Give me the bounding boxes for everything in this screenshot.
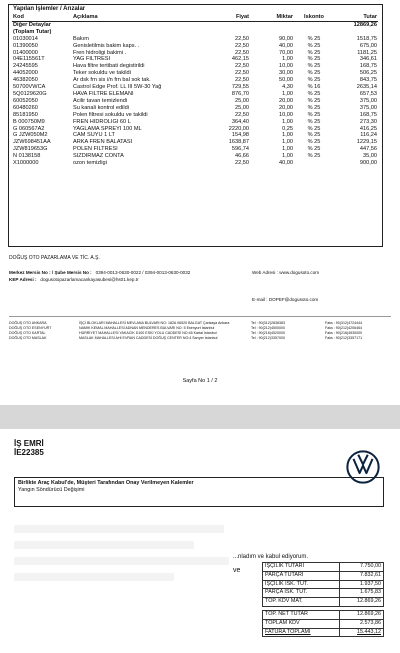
company-name: DOĞUŞ OTO PAZARLAMA VE TİC. A.Ş. bbox=[9, 255, 100, 261]
cell-iskonto: % 25 bbox=[307, 125, 321, 132]
email-address bbox=[252, 297, 318, 302]
totals-value: 1.937,50 bbox=[339, 580, 383, 589]
branch-name: DOĞUŞ OTO MASLAK bbox=[9, 336, 47, 340]
cell-iskonto: % 25 bbox=[307, 111, 321, 118]
cell-miktar: 90,00 bbox=[279, 35, 293, 42]
cell-iskonto: % 16 bbox=[307, 84, 321, 91]
cell-iskonto: % 25 bbox=[307, 63, 321, 70]
work-order-title: İŞ EMRİ bbox=[14, 439, 44, 448]
table-row bbox=[12, 112, 378, 119]
cell-aciklama: Genisletilmis bakim kaps. . bbox=[73, 42, 140, 49]
totals-label: İŞÇİLİK İSK. TUT. bbox=[263, 580, 340, 589]
cell-kod: 5Q0129620G bbox=[13, 90, 47, 97]
cell-iskonto: % 25 bbox=[307, 56, 321, 63]
cell-fiyat: 22,50 bbox=[235, 63, 249, 70]
cell-aciklama: HAVA FİLTRE ELEMANI bbox=[73, 90, 134, 97]
redacted-block bbox=[14, 557, 229, 565]
totals-row bbox=[263, 610, 384, 619]
cell-iskonto: % 25 bbox=[307, 139, 321, 146]
table-row bbox=[12, 70, 378, 77]
merkez-mersis bbox=[9, 270, 190, 275]
cell-kod: 01030014 bbox=[13, 35, 38, 42]
branch-name: DOĞUŞ OTO ESENYURT bbox=[9, 326, 52, 330]
redacted-block bbox=[14, 525, 224, 533]
cell-miktar: 10,00 bbox=[279, 63, 293, 70]
totals-label: TOP. NET TUTAR bbox=[263, 610, 340, 619]
table-row bbox=[12, 160, 378, 167]
table-row bbox=[12, 153, 378, 160]
cell-miktar: 30,00 bbox=[279, 70, 293, 77]
totals-value: 15.443,12 bbox=[339, 628, 383, 637]
cell-tutar: 375,00 bbox=[359, 104, 377, 111]
cell-aciklama: Polen filtresi sokuldu ve takildi bbox=[73, 111, 148, 118]
cell-kod: 24245595 bbox=[13, 63, 38, 70]
cell-miktar: 4,30 bbox=[282, 84, 293, 91]
cell-tutar: 168,75 bbox=[359, 63, 377, 70]
table-row bbox=[12, 63, 378, 70]
cell-fiyat: 22,50 bbox=[235, 35, 249, 42]
totals-row bbox=[263, 628, 384, 637]
cell-aciklama: YAĞLAMA SPREYİ 100 ML bbox=[73, 125, 142, 132]
totals-row bbox=[263, 563, 384, 572]
web-label: Web Adresi : bbox=[252, 270, 278, 275]
cell-miktar: 50,00 bbox=[279, 77, 293, 84]
kep-value: dogusotopazarlamacankayasubesi@hs01.kep.tr bbox=[40, 277, 139, 282]
totals-value: 1.675,83 bbox=[339, 589, 383, 598]
totals-row bbox=[263, 580, 384, 589]
totals-value: 7.750,00 bbox=[339, 563, 383, 572]
cell-iskonto: % 25 bbox=[307, 118, 321, 125]
cell-fiyat: 22,50 bbox=[235, 49, 249, 56]
cell-miktar: 1,00 bbox=[282, 153, 293, 160]
cell-aciklama: Acilir tavan temizlendi bbox=[73, 97, 128, 104]
branch-tel: Tel : 90(216)4520000 bbox=[251, 331, 285, 335]
cell-tutar: 35,00 bbox=[363, 153, 377, 160]
web-address bbox=[252, 270, 319, 275]
col-header-aciklama: Açıklama bbox=[72, 14, 202, 21]
cell-miktar: 0,25 bbox=[282, 125, 293, 132]
invoice-page-2 bbox=[0, 429, 400, 653]
redacted-block bbox=[14, 573, 174, 581]
operations-table bbox=[12, 14, 378, 167]
branch-tel: Tel : 90(312)2838383 bbox=[251, 321, 285, 325]
cell-miktar: 1,00 bbox=[282, 118, 293, 125]
cell-fiyat: 22,50 bbox=[235, 42, 249, 49]
branch-address: İŞÇİ BLOKLARI MAHALLESİ MEVLANA BULVARI NO: 182A 06520 BALGAT Çankaya Ankara bbox=[79, 321, 230, 325]
cell-tutar: 2635,14 bbox=[356, 84, 377, 91]
totals-row bbox=[263, 571, 384, 580]
cell-miktar: 1,00 bbox=[282, 56, 293, 63]
cell-aciklama: FREN HİDROLİĞİ 60 L bbox=[73, 118, 131, 125]
table-header-row bbox=[12, 14, 378, 21]
cell-fiyat: 729,55 bbox=[231, 84, 249, 91]
branch-name: DOĞUŞ OTO KARTAL bbox=[9, 331, 46, 335]
branch-address: MASLAK MAHALLESİ AHİ EVRAN CADDESİ DOĞUŞ CENTER NO:4 Sarıyer İstanbul bbox=[79, 336, 218, 340]
table-row bbox=[12, 132, 378, 139]
table-row bbox=[12, 146, 378, 153]
cell-miktar: 70,00 bbox=[279, 49, 293, 56]
totals-label: TOP. KDV MAT. bbox=[263, 598, 340, 607]
totals-label: TOPLAM KDV bbox=[263, 619, 340, 628]
table-row bbox=[12, 126, 378, 133]
branch-name: DOĞUŞ OTO ANKARA bbox=[9, 321, 47, 325]
cell-iskonto: % 25 bbox=[307, 70, 321, 77]
cell-fiyat: 462,15 bbox=[231, 56, 249, 63]
table-row bbox=[12, 77, 378, 84]
totals-row bbox=[263, 589, 384, 598]
cell-fiyat: 25,00 bbox=[235, 97, 249, 104]
cell-miktar: 1,00 bbox=[282, 132, 293, 139]
cell-iskonto: % 25 bbox=[307, 42, 321, 49]
cell-tutar: 416,25 bbox=[359, 125, 377, 132]
section-title: Yapılan İşlemler / Arızalar bbox=[13, 6, 86, 12]
cell-tutar: 375,00 bbox=[359, 97, 377, 104]
cell-tutar: 1229,15 bbox=[356, 139, 377, 146]
cell-kod: 04E115561T bbox=[13, 56, 45, 63]
branch-address: NAMIK KEMAL MAHALLESİ ADNAN MENDERES BULVARI NO: 5 Esenyurt İstanbul bbox=[79, 326, 215, 330]
cell-aciklama: Hava filtre tertibati degistirildi bbox=[73, 63, 145, 70]
subheader-row bbox=[12, 21, 378, 28]
cell-tutar: 447,56 bbox=[359, 146, 377, 153]
cell-aciklama: Teker sokuldu ve takildi bbox=[73, 70, 131, 77]
cell-tutar: 346,61 bbox=[359, 56, 377, 63]
kep-label: KEP Adresi : bbox=[9, 277, 37, 282]
cell-aciklama: POLEN FİLTRESİ bbox=[73, 146, 118, 153]
approval-item: Yangın Söndürücü Değişimi bbox=[18, 487, 85, 493]
cell-fiyat: 154,98 bbox=[231, 132, 249, 139]
table-row bbox=[12, 91, 378, 98]
cell-kod: 44052000 bbox=[13, 70, 38, 77]
cell-miktar: 20,00 bbox=[279, 104, 293, 111]
col-header-iskonto: İskonto bbox=[294, 14, 334, 21]
work-order-number: İE22385 bbox=[14, 448, 44, 457]
merkez-value: 0394-0013-0630-0022 / 0394-0013-0630-0032 bbox=[95, 270, 191, 275]
totals-table bbox=[262, 562, 384, 637]
table-row bbox=[12, 50, 378, 57]
table-row bbox=[12, 139, 378, 146]
merkez-label: Merkez Mersis No : / Şube Mersis No : bbox=[9, 270, 92, 275]
cell-kod: B 000750M9 bbox=[13, 118, 45, 125]
totals-row bbox=[263, 598, 384, 607]
cell-fiyat: 876,70 bbox=[231, 90, 249, 97]
cell-miktar: 10,00 bbox=[279, 111, 293, 118]
cell-tutar: 506,25 bbox=[359, 70, 377, 77]
cell-kod: 50700VWCA bbox=[13, 84, 46, 91]
cell-miktar: 1,00 bbox=[282, 146, 293, 153]
branch-fax: Faks : 90(212)3357171 bbox=[325, 336, 363, 340]
cell-fiyat: 22,50 bbox=[235, 111, 249, 118]
approval-box bbox=[14, 477, 384, 507]
kep-address bbox=[9, 277, 139, 282]
cell-iskonto: % 25 bbox=[307, 104, 321, 111]
totals-label: FATURA TOPLAMI bbox=[263, 628, 340, 637]
col-header-kod: Kod bbox=[12, 14, 72, 21]
cell-tutar: 1518,75 bbox=[356, 35, 377, 42]
operations-box bbox=[8, 4, 383, 247]
cell-tutar: 273,30 bbox=[359, 118, 377, 125]
cell-kod: 46382050 bbox=[13, 77, 38, 84]
cell-kod: 60052050 bbox=[13, 97, 38, 104]
cell-fiyat: 364,40 bbox=[231, 118, 249, 125]
cell-fiyat: 2220,00 bbox=[228, 125, 249, 132]
cell-iskonto bbox=[294, 160, 334, 167]
web-value: www.dogusoto.com bbox=[279, 270, 320, 275]
subheader-label: Diğer Detaylar bbox=[13, 21, 51, 28]
totals-value: 12.869,26 bbox=[339, 610, 383, 619]
cell-miktar: 40,00 bbox=[279, 42, 293, 49]
cell-kod: X1000000 bbox=[13, 160, 39, 167]
cell-kod: G JZW050M2 bbox=[13, 132, 48, 139]
acceptance-mark: ve bbox=[233, 567, 241, 574]
cell-miktar: 40,00 bbox=[279, 160, 293, 167]
cell-tutar: 900,00 bbox=[359, 160, 377, 167]
totals-label: PARÇA İSK. TUT. bbox=[263, 589, 340, 598]
cell-aciklama: Bakım bbox=[73, 35, 89, 42]
branch-list bbox=[9, 316, 391, 341]
cell-tutar: 675,00 bbox=[359, 42, 377, 49]
cell-aciklama: CAM SUYU 1 LT bbox=[73, 132, 115, 139]
cell-tutar: 168,75 bbox=[359, 111, 377, 118]
cell-iskonto: % 25 bbox=[307, 146, 321, 153]
acceptance-text: ...nladım ve kabul ediyorum. bbox=[233, 554, 309, 560]
subheader-sub-label: (Toplam Tutar) bbox=[13, 28, 52, 35]
totals-label: PARÇA TUTARI bbox=[263, 571, 340, 580]
cell-iskonto: % 25 bbox=[307, 153, 321, 160]
col-header-fiyat: Fiyat bbox=[202, 14, 250, 21]
cell-kod: 85181950 bbox=[13, 111, 38, 118]
cell-miktar: 20,00 bbox=[279, 97, 293, 104]
cell-miktar: 1,00 bbox=[282, 139, 293, 146]
table-row bbox=[12, 98, 378, 105]
cell-iskonto: % 25 bbox=[307, 49, 321, 56]
cell-kod: 01400000 bbox=[13, 49, 38, 56]
subheader-total: 12869,26 bbox=[353, 21, 377, 28]
totals-row bbox=[263, 619, 384, 628]
cell-tutar: 1181,25 bbox=[357, 49, 377, 56]
cell-iskonto: % 25 bbox=[307, 97, 321, 104]
cell-fiyat: 596,74 bbox=[231, 146, 249, 153]
branch-fax: Faks : 90(212)4206464 bbox=[325, 326, 363, 330]
cell-aciklama: ozon temizligi bbox=[73, 160, 107, 167]
totals-label: İŞÇİLİK TUTARI bbox=[263, 563, 340, 572]
branch-fax: Faks : 90(216)4530000 bbox=[325, 331, 363, 335]
cell-tutar: 843,75 bbox=[359, 77, 377, 84]
branch-fax: Faks : 90(312)4724444 bbox=[325, 321, 363, 325]
totals-value: 2.573,86 bbox=[339, 619, 383, 628]
branch-address: HÜRRİYET MAHALLESİ YAKACIK D100 ESKİ YOLU CADDESİ NO:45 Kartal İstanbul bbox=[79, 331, 217, 335]
cell-kod: 60480260 bbox=[13, 104, 38, 111]
table-row bbox=[12, 36, 378, 43]
cell-fiyat: 25,00 bbox=[235, 104, 249, 111]
cell-fiyat: 22,50 bbox=[235, 77, 249, 84]
cell-iskonto: % 25 bbox=[307, 77, 321, 84]
email-label: E-mail : bbox=[252, 297, 268, 302]
cell-tutar: 116,24 bbox=[360, 132, 377, 139]
branch-tel: Tel : 90(212)3357000 bbox=[251, 336, 285, 340]
col-header-miktar: Miktar bbox=[250, 14, 294, 21]
cell-miktar: 1,00 bbox=[282, 90, 293, 97]
email-value: DOPEF@dogusoto.com bbox=[268, 297, 319, 302]
cell-iskonto: % 25 bbox=[307, 90, 321, 97]
redacted-block bbox=[14, 541, 194, 549]
cell-aciklama: Fren hidroligi bakimi . bbox=[73, 49, 127, 56]
cell-iskonto: % 25 bbox=[307, 35, 321, 42]
cell-aciklama: SIZDIRMAZ CONTA bbox=[73, 153, 124, 160]
cell-kod: JZW698451AA bbox=[13, 139, 51, 146]
cell-kod: G 060567A2 bbox=[13, 125, 45, 132]
cell-fiyat: 46,66 bbox=[235, 153, 249, 160]
cell-tutar: 657,53 bbox=[359, 90, 377, 97]
totals-value: 12.869,26 bbox=[339, 598, 383, 607]
page-number: Sayfa No 1 / 2 bbox=[182, 378, 218, 384]
table-row bbox=[12, 105, 378, 112]
cell-fiyat: 22,50 bbox=[235, 160, 249, 167]
cell-kod: JZW819653G bbox=[13, 146, 48, 153]
table-row bbox=[12, 56, 378, 63]
branch-row bbox=[9, 336, 391, 341]
cell-fiyat: 1638,87 bbox=[228, 139, 249, 146]
cell-iskonto: % 25 bbox=[307, 132, 321, 139]
cell-aciklama: YAĞ FİLTRESİ bbox=[73, 56, 111, 63]
col-header-tutar: Tutar bbox=[334, 14, 378, 21]
approval-title: Birlikte Araç Kabul'de, Müşteri Tarafından Onay Verilmeyen Kalemler bbox=[18, 480, 194, 486]
table-row bbox=[12, 84, 378, 91]
cell-aciklama: Su kanali kontrol edildi bbox=[73, 104, 129, 111]
cell-kod: N 0138158 bbox=[13, 153, 41, 160]
totals-value: 7.832,61 bbox=[339, 571, 383, 580]
page-separator bbox=[0, 405, 400, 429]
cell-kod: 01390050 bbox=[13, 42, 38, 49]
cell-aciklama: Ar dsk frn sis i/n frn bal sok tak. bbox=[73, 77, 151, 84]
cell-aciklama: Castrol Edge Prof. LL III 5W-30 Yağ bbox=[73, 84, 162, 91]
subheader-sub-row bbox=[12, 29, 378, 36]
cell-aciklama: ARKA FREN BALATASI bbox=[73, 139, 133, 146]
branch-tel: Tel : 90(212)4500000 bbox=[251, 326, 285, 330]
table-row bbox=[12, 43, 378, 50]
table-row bbox=[12, 119, 378, 126]
cell-fiyat: 22,50 bbox=[235, 70, 249, 77]
